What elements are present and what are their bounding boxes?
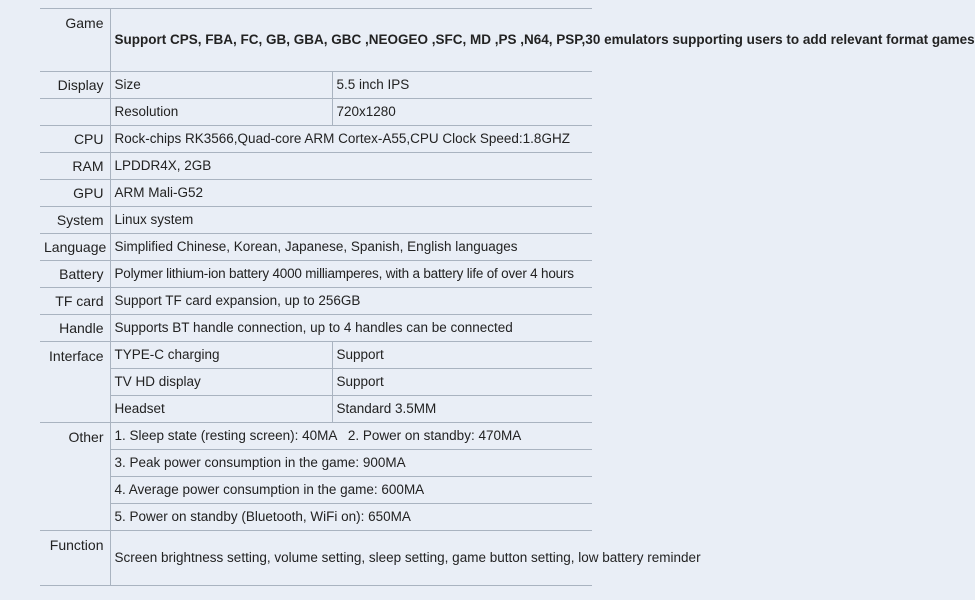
row-other-3 bbox=[40, 477, 592, 504]
cpu-label: CPU bbox=[40, 126, 110, 153]
row-handle bbox=[40, 315, 592, 342]
battery-value: Polymer lithium-ion battery 4000 milliamperes, with a battery life of over 4 hours bbox=[110, 261, 592, 288]
spec-table bbox=[40, 8, 975, 586]
interface-label: Interface bbox=[40, 342, 110, 423]
ram-value: LPDDR4X, 2GB bbox=[110, 153, 592, 180]
row-other-4 bbox=[40, 504, 592, 531]
other-item: 5. Power on standby (Bluetooth, WiFi on): 650MA bbox=[110, 504, 592, 531]
row-display-resolution bbox=[40, 99, 592, 126]
other-item: 1. Sleep state (resting screen): 40MA 2. Power on standby: 470MA bbox=[110, 423, 592, 450]
row-other-2 bbox=[40, 450, 592, 477]
row-cpu bbox=[40, 126, 592, 153]
language-label: Language bbox=[40, 234, 110, 261]
display-label-spacer bbox=[40, 99, 110, 126]
display-label: Display bbox=[40, 72, 110, 99]
function-value: Screen brightness setting, volume setting, sleep setting, game button setting, low battery reminder bbox=[110, 531, 592, 586]
cpu-value: Rock-chips RK3566,Quad-core ARM Cortex-A55,CPU Clock Speed:1.8GHZ bbox=[110, 126, 592, 153]
row-interface-tv bbox=[40, 369, 592, 396]
system-value: Linux system bbox=[110, 207, 592, 234]
game-label: Game bbox=[40, 9, 110, 72]
interface-value: Support bbox=[332, 342, 592, 369]
row-language bbox=[40, 234, 592, 261]
other-item: 3. Peak power consumption in the game: 900MA bbox=[110, 450, 592, 477]
display-size-key: Size bbox=[110, 72, 332, 99]
handle-label: Handle bbox=[40, 315, 110, 342]
row-battery bbox=[40, 261, 592, 288]
row-display-size bbox=[40, 72, 592, 99]
row-other-1 bbox=[40, 423, 592, 450]
row-system bbox=[40, 207, 592, 234]
interface-key: TV HD display bbox=[110, 369, 332, 396]
battery-label: Battery bbox=[40, 261, 110, 288]
function-label: Function bbox=[40, 531, 110, 586]
interface-key: TYPE-C charging bbox=[110, 342, 332, 369]
interface-value: Standard 3.5MM bbox=[332, 396, 592, 423]
system-label: System bbox=[40, 207, 110, 234]
interface-key: Headset bbox=[110, 396, 332, 423]
row-game bbox=[40, 9, 592, 72]
handle-value: Supports BT handle connection, up to 4 handles can be connected bbox=[110, 315, 592, 342]
row-function bbox=[40, 531, 592, 586]
gpu-label: GPU bbox=[40, 180, 110, 207]
display-resolution-value: 720x1280 bbox=[332, 99, 592, 126]
ram-label: RAM bbox=[40, 153, 110, 180]
row-interface-headset bbox=[40, 396, 592, 423]
gpu-value: ARM Mali-G52 bbox=[110, 180, 592, 207]
row-ram bbox=[40, 153, 592, 180]
display-resolution-key: Resolution bbox=[110, 99, 332, 126]
other-label: Other bbox=[40, 423, 110, 531]
tfcard-label: TF card bbox=[40, 288, 110, 315]
game-value: Support CPS, FBA, FC, GB, GBA, GBC ,NEOGEO ,SFC, MD ,PS ,N64, PSP,30 emulators supporting users to add relevant format games bbox=[110, 9, 592, 72]
other-item: 4. Average power consumption in the game: 600MA bbox=[110, 477, 592, 504]
row-tfcard bbox=[40, 288, 592, 315]
display-size-value: 5.5 inch IPS bbox=[332, 72, 592, 99]
language-value: Simplified Chinese, Korean, Japanese, Spanish, English languages bbox=[110, 234, 592, 261]
interface-value: Support bbox=[332, 369, 592, 396]
row-interface-typec bbox=[40, 342, 592, 369]
tfcard-value: Support TF card expansion, up to 256GB bbox=[110, 288, 592, 315]
row-gpu bbox=[40, 180, 592, 207]
